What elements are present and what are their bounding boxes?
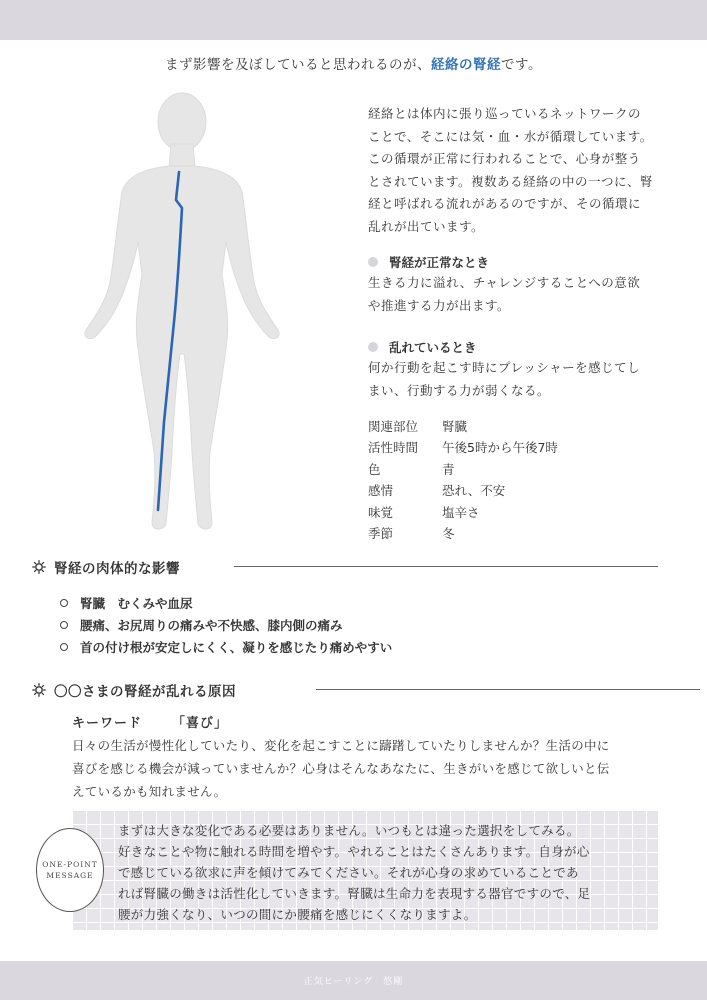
normal-state-block bbox=[368, 252, 686, 317]
property-row bbox=[368, 437, 558, 459]
property-value: 恐れ、不安 bbox=[442, 483, 506, 499]
normal-state-heading bbox=[368, 252, 686, 272]
section-physical-effects-title: 腎経の肉体的な影響 bbox=[54, 561, 180, 577]
property-row bbox=[368, 501, 558, 523]
intro-highlight: 経絡の腎経 bbox=[431, 57, 502, 73]
section-cause-title: 〇〇さまの腎経が乱れる原因 bbox=[54, 684, 236, 700]
dot-icon bbox=[368, 257, 378, 267]
ring-bullet-icon bbox=[60, 599, 68, 607]
badge-line: MESSAGE bbox=[46, 871, 94, 880]
meridian-description bbox=[368, 103, 686, 238]
badge-line: ONE-POINT bbox=[42, 860, 98, 869]
disturbed-state-line: まい、行動する力が弱くなる。 bbox=[368, 382, 551, 398]
property-key: 関連部位 bbox=[368, 418, 419, 434]
list-item-text: 首の付け根が安定しにくく、凝りを感じたり痛めやすい bbox=[80, 640, 393, 655]
sun-icon bbox=[32, 683, 46, 697]
normal-state-line: 生きる力に溢れ、チャレンジすることへの意欲 bbox=[368, 275, 641, 290]
paragraph-line: えているかも知れません。 bbox=[72, 784, 227, 799]
physical-effects-list bbox=[60, 592, 392, 658]
intro-sentence bbox=[0, 53, 707, 73]
property-key: 色 bbox=[368, 461, 381, 477]
property-value: 青 bbox=[442, 461, 455, 477]
dot-icon bbox=[368, 342, 378, 352]
description-line: 乱れが出ています。 bbox=[368, 218, 485, 234]
list-item bbox=[60, 636, 392, 658]
sun-icon bbox=[32, 560, 46, 574]
keyword-line bbox=[72, 712, 228, 731]
footer-bar bbox=[0, 961, 707, 1000]
section-divider bbox=[316, 689, 700, 690]
description-line: 経と呼ばれる流れがあるのですが、その循環に bbox=[368, 196, 642, 211]
property-row bbox=[368, 523, 558, 545]
list-item bbox=[60, 614, 392, 636]
description-line: ことで、そこには気・血・水が循環しています。 bbox=[368, 128, 653, 144]
property-row bbox=[368, 458, 558, 480]
ring-bullet-icon bbox=[60, 643, 68, 651]
property-value: 午後5時から午後7時 bbox=[442, 440, 558, 456]
one-point-message-text bbox=[118, 820, 663, 925]
disturbed-state-heading bbox=[368, 337, 686, 357]
ring-bullet-icon bbox=[60, 621, 68, 629]
cause-paragraph bbox=[72, 734, 682, 803]
message-line: まずは大きな変化である必要はありません。いつもとは違った選択をしてみる。 bbox=[118, 823, 580, 838]
list-item-text: 腰痛、お尻周りの痛みや不快感、膝内側の痛み bbox=[80, 618, 343, 633]
section-divider bbox=[234, 566, 658, 567]
disturbed-state-block bbox=[368, 337, 686, 402]
keyword-label: キーワード bbox=[72, 716, 143, 731]
message-line: で感じている欲求に声を傾けてみてください。それが心身の求めていることであ bbox=[118, 865, 579, 880]
paragraph-line: 日々の生活が慢性化していたり、変化を起こすことに躊躇していたりしませんか？生活の中に bbox=[72, 738, 610, 753]
message-line: れば腎臓の働きは活性化していきます。腎臓は生命力を表現する器官ですので、足 bbox=[118, 886, 591, 901]
property-value: 冬 bbox=[442, 526, 455, 542]
message-line: 好きなことや物に触れる時間を増やす。やれることはたくさんあります。自身が心 bbox=[118, 844, 590, 859]
body-figure-illustration bbox=[72, 92, 292, 537]
paragraph-line: 喜びを感じる機会が減っていませんか？心身はそんなあなたに、生きがいを感じて欲しいと伝 bbox=[72, 761, 610, 776]
normal-state-line: や推進する力が出ます。 bbox=[368, 297, 511, 313]
description-line: とされています。複数ある経絡の中の一つに、腎 bbox=[368, 173, 654, 189]
property-key: 味覚 bbox=[368, 504, 394, 520]
normal-state-title: 腎経が正常なとき bbox=[389, 255, 490, 270]
property-value: 塩辛さ bbox=[442, 504, 480, 520]
property-key: 季節 bbox=[368, 526, 394, 542]
message-line: 腰が力強くなり、いつの間にか腰痛を感じにくくなりますよ。 bbox=[118, 907, 477, 922]
property-row bbox=[368, 415, 558, 437]
keyword-value: 「喜び」 bbox=[172, 716, 229, 731]
intro-after: です。 bbox=[501, 57, 542, 73]
footer-text: 正気ヒーリング 悠剛 bbox=[303, 977, 404, 987]
property-key: 感情 bbox=[368, 483, 394, 499]
body-silhouette bbox=[85, 93, 279, 529]
property-value: 腎臓 bbox=[442, 418, 468, 434]
description-line: この循環が正常に行われることで、心身が整う bbox=[368, 151, 641, 166]
property-row bbox=[368, 480, 558, 502]
list-item-text: 腎臓 むくみや血尿 bbox=[80, 596, 193, 611]
list-item bbox=[60, 592, 392, 614]
disturbed-state-title: 乱れているとき bbox=[389, 340, 477, 355]
top-bar bbox=[0, 0, 707, 40]
disturbed-state-line: 何か行動を起こす時にプレッシャーを感じてし bbox=[368, 360, 641, 375]
description-line: 経絡とは体内に張り巡っているネットワークの bbox=[368, 106, 642, 121]
meridian-properties-table bbox=[368, 415, 558, 544]
property-key: 活性時間 bbox=[368, 440, 419, 456]
intro-before: まず影響を及ぼしていると思われるのが、 bbox=[165, 57, 432, 73]
one-point-message-badge bbox=[36, 828, 104, 912]
